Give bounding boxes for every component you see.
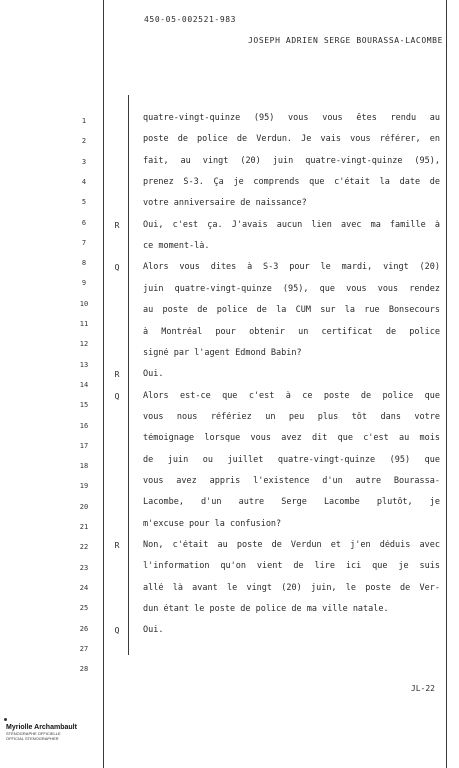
line-number: 12 [79, 340, 89, 349]
line-number: 20 [79, 502, 89, 511]
transcript-line: vous avez appris l'existence d'un autre Bourassa- [143, 475, 440, 486]
transcript-line: témoignage lorsque vous avez dit que c'est au mois [143, 433, 440, 444]
transcript-line: Non, c'était au poste de Verdun et j'en déduis avec [143, 540, 440, 550]
line-number: 3 [81, 157, 87, 166]
logo-name: Myriolle Archambault [6, 724, 77, 731]
logo-subtitle-2: OFFICIAL STENOGRAPHER [6, 736, 59, 741]
line-number: 9 [81, 279, 87, 288]
line-number: 28 [79, 665, 89, 674]
transcript-line: Alors est-ce que c'est à ce poste de police que [143, 390, 440, 401]
transcript-line: Lacombe, d'un autre Serge Lacombe plutôt, je [143, 497, 440, 508]
transcript-line: de juin ou juillet quatre-vingt-quinze (95) que [143, 454, 440, 465]
line-number: 10 [79, 299, 89, 308]
speaker-marker: Q [114, 626, 120, 636]
speaker-marker: Q [114, 263, 120, 273]
line-number: 18 [79, 462, 89, 471]
transcript-line: quatre-vingt-quinze (95) vous vous êtes rendu au [143, 113, 440, 123]
line-number: 7 [81, 238, 87, 247]
line-number: 23 [79, 563, 89, 572]
transcript-line: Oui. [143, 625, 164, 636]
line-number: 16 [79, 421, 89, 430]
line-number: 15 [79, 401, 89, 410]
transcript-line: allé là avant le vingt (20) juin, le poste de Ver- [143, 582, 440, 593]
transcript-line: signé par l'agent Edmond Babin? [143, 347, 302, 358]
speaker-marker: Q [114, 391, 120, 401]
line-number: 25 [79, 604, 89, 613]
transcript-line: votre anniversaire de naissance? [143, 198, 307, 209]
speaker-column-rule [128, 95, 129, 655]
transcript-line: à Montréal pour obtenir un certificat de police [143, 326, 440, 337]
transcript-line: dun étant le poste de police de ma ville natale. [143, 604, 389, 615]
right-margin-rule [446, 0, 447, 768]
line-number: 17 [79, 441, 89, 450]
line-number: 26 [79, 624, 89, 633]
speaker-marker: R [114, 370, 120, 380]
line-number: 11 [79, 320, 89, 328]
line-number: 8 [81, 259, 87, 268]
transcript-line: Oui, c'est ça. J'avais aucun lien avec ma famille à [143, 219, 440, 230]
speaker-marker: R [114, 541, 120, 550]
line-number: 14 [79, 380, 89, 389]
left-margin-rule [103, 0, 104, 768]
line-number: 13 [79, 360, 89, 369]
transcript-line: vous nous référiez un peu plus tôt dans votre [143, 411, 440, 422]
line-number: 27 [79, 644, 89, 653]
line-number: 4 [81, 177, 87, 186]
line-number: 2 [81, 137, 87, 146]
stenographer-logo [6, 724, 116, 741]
speaker-marker: R [114, 220, 120, 230]
page-identifier: JL-22 [410, 684, 435, 693]
transcript-line: fait, au vingt (20) juin quatre-vingt-quinze (95), [143, 155, 440, 166]
case-number: 450-05-002521-983 [144, 15, 237, 24]
transcript-line: Oui. [143, 369, 164, 380]
transcript-line: poste de police de Verdun. Je vais vous référer, en [143, 134, 440, 145]
line-number: 21 [79, 523, 89, 531]
transcript-line: ce moment-là. [143, 241, 210, 252]
logo-mark-icon [4, 718, 7, 721]
logo-subtitle-1: STÉNOGRAPHE OFFICIELLE [6, 731, 61, 736]
transcript-line: l'information qu'on vient de lire ici que je suis [143, 561, 440, 572]
line-number: 19 [79, 482, 89, 491]
line-number: 1 [81, 117, 87, 125]
witness-name: JOSEPH ADRIEN SERGE BOURASSA-LACOMBE [248, 36, 443, 45]
line-number: 5 [81, 198, 87, 207]
line-number: 6 [81, 218, 87, 227]
transcript-line: prenez S-3. Ça je comprends que c'était la date de [143, 177, 440, 188]
line-number: 24 [79, 583, 89, 592]
transcript-line: m'excuse pour la confusion? [143, 518, 282, 529]
transcript-line: juin quatre-vingt-quinze (95), que vous vous rendez [143, 283, 440, 294]
transcript-line: au poste de police de la CUM sur la rue Bonsecours [143, 305, 440, 316]
line-number: 22 [79, 543, 89, 552]
transcript-line: Alors vous dites à S-3 pour le mardi, vingt (20) [143, 262, 440, 273]
